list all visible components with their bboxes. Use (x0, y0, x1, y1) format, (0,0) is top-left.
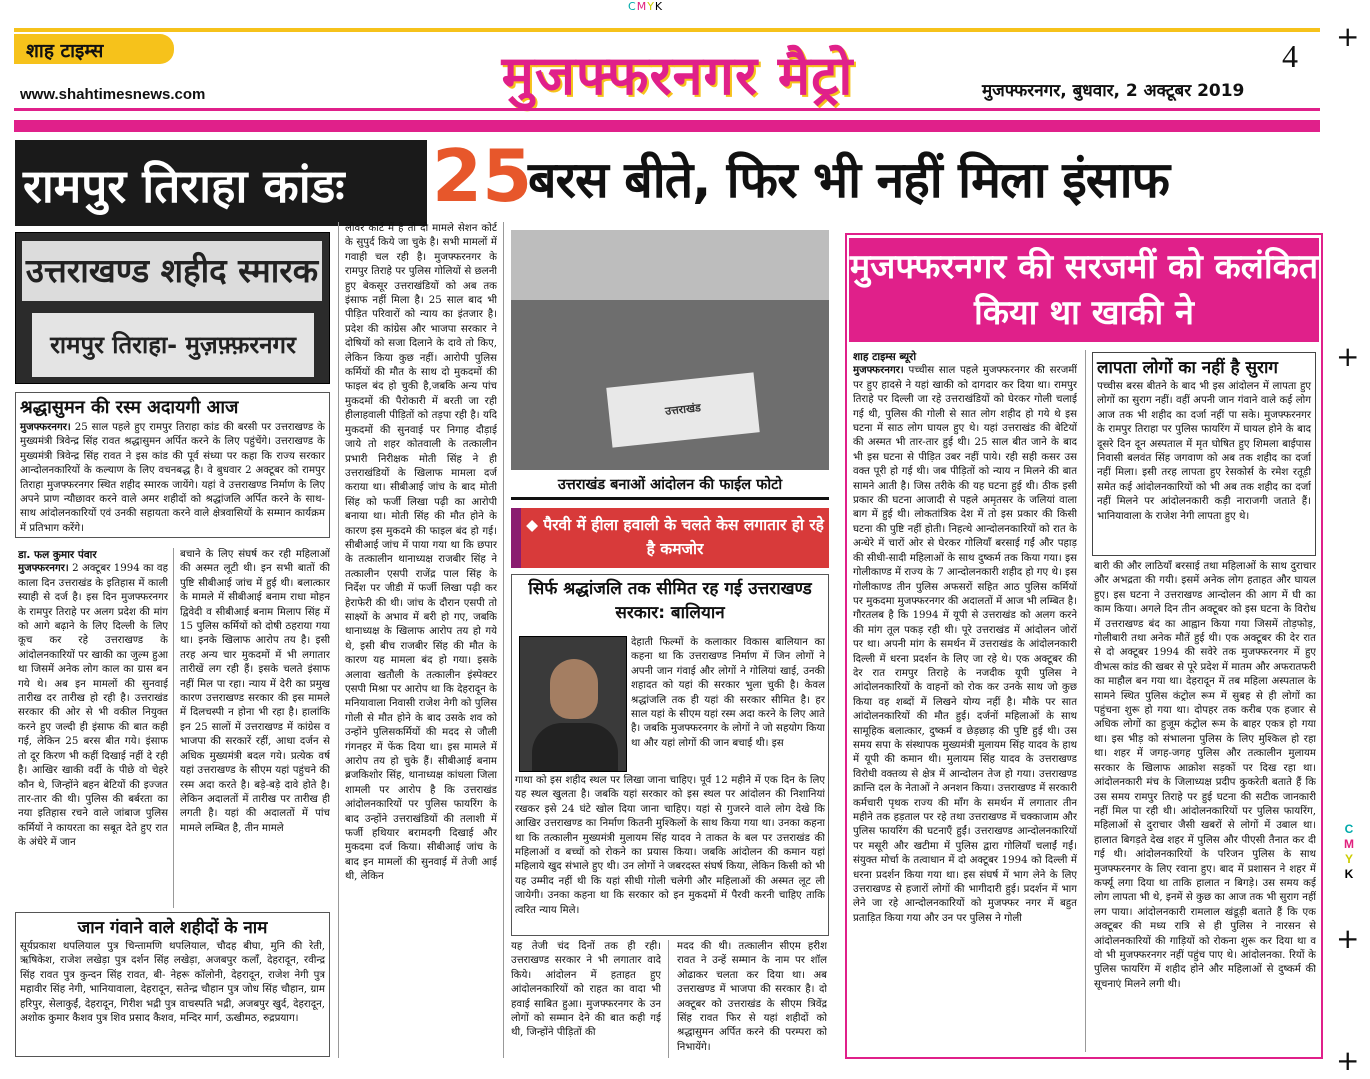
main-story-dateline: मुजफ्फरनगर। (18, 563, 69, 575)
memorial-board-line1: उत्तराखण्ड शहीद स्मारक (22, 241, 322, 301)
website-link[interactable]: www.shahtimesnews.com (20, 86, 206, 103)
masthead-dateline: मुजफ्फरनगर, बुधवार, 2 अक्टूबर 2019 (982, 81, 1245, 101)
portrait-shirt (532, 723, 618, 772)
cmyk-strip (628, 0, 663, 13)
weak-case-text: पैरवी में हीला हवाली के चलते केस लगातार हो रहे है कमजोर (543, 516, 824, 558)
registration-cross-icon: + (1336, 20, 1360, 53)
baliyan-text-beside: देहाती फिल्मों के कलाकार विकास बालियान का कहना था कि उत्तराखण्ड निर्माण में जिन लोगों ने अपनी जान गंवाई और लोगों ने गोलियां खाई, उनकी शहादत को यहां की सरकार भुला चुकी है। केवल श्रद्धांजलि तक ही यहां की सरकार सीमित है। हर साल यहां के सीएम यहां रस्म अदा करने के लिए आते है। जबकि मुजफ्फरनगर के लोगों ने जो सहयोग किया था और यहां लोगों की जान बचाई थी। इस (631, 637, 825, 749)
main-story-col-d: यह तेजी चंद दिनों तक ही रही। उत्तराखण्ड सरकार ने भी लगातार वादे किये। आंदोलन में हताहत हुए आंदोलनकारियों को राहत का वादा भी हवाई साबित हुआ। मुजफ्फरनगर के उन लोगों को सम्मान देने की बात कही गई थी, जिन्होंने पीड़ितों की (511, 941, 661, 1039)
main-story-col-a (18, 548, 168, 908)
cmyk-c: C (628, 0, 637, 13)
missing-text: पच्चीस बरस बीतने के बाद भी इस आंदोलन में लापता हुए लोगों का सुराग नहीं। वहीं अपनी जान गंवाने वाले कई लोग आज तक भी शहीद का दर्जा नहीं पा सके। मुजफ्फरनगर के रामपुर तिराहा पर पुलिस फायरिंग में घायल होने के बाद दूसरे दिन दून अस्पताल में मृत घोषित हुए शिमला बाईपास निवासी बलवंत सिंह जगवाण को अब तक शहीद का दर्जा नहीं मिला। इसी तरह लापता हुए रेसकोर्स के रमेश रतूड़ी समेत कई आंदोलनकारियों को भी अब तक शहीद का दर्जा नहीं मिलने पर आंदोलनकारी कड़ी नाराजगी जताते हैं। भानियावाला के राजेश नेगी लापता हुए थे। (1097, 381, 1311, 522)
right-story-headline: मुजफ्फरनगर की सरजमीं को कलंकित किया था खाकी ने (849, 238, 1319, 342)
main-story-byline: डा. फल कुमार पंवार (18, 549, 97, 561)
martyrs-headline: जान गंवाने वाले शहीदों के नाम (77, 918, 268, 938)
right-story-dateline: मुजफ्फरनगर। (853, 365, 904, 377)
column-divider (338, 222, 339, 1058)
registration-cross-icon: + (1336, 922, 1360, 955)
cmyk-side-strip (1344, 822, 1354, 882)
cmyk-m: M (636, 0, 648, 13)
protest-sign: उत्तराखंड (606, 372, 759, 447)
tribute-headline: श्रद्धासुमन की रस्म अदायगी आज (20, 397, 239, 418)
headline-number: 25 (432, 134, 533, 218)
photo-caption: उत्तराखंड बनाओं आंदोलन की फाईल फोटो (511, 470, 829, 500)
cmyk-k: K (1344, 867, 1354, 881)
right-story-text-f: पच्चीस साल पहले मुजफ्फरनगर की सरजमीं पर हुए हादसे ने यहां खाकी को दागदार कर दिया था। रामपुर तिराहे पर दिल्ली जा रहे उत्तराखंडियों को घेरकर गोली चलाई गई थी, पुलिस की गोली से सात लोग शहीद हो गये थे इस घटना में साठ लोग घायल हुए थे। यहां उत्तराखंड की बेटियों की अस्मत भी तार-तार हुई थी। 25 साल बीत जाने के बाद भी इस घटना से पीड़ित उबर नहीं पाये। रही सही कसर उस वक्त पूरी हो गई थी। जब पीड़ितों को न्याय न मिलने की बात सामने आती है। जिस तरीके की यह घटना हुई थी। ठीक इसी प्रकार की घटना आजादी से पहले अमृतसर के जलियां वाला बाग में हुई थी। लोकतांत्रिक देश में तो इस प्रकार की किसी घटना की पुष्टि नहीं होती। निहत्थे आन्दोलनकारियों को रात के अन्धेरे में चारों ओर से घेरकर गोलियाँ बरसाई गईं और पहाड़ की सीधी-सादी महिलाओं के साथ दुष्कर्म तक किया गया। इस गोलीकाण्ड में राज्य के 7 आन्दोलनकारी शहीद हो गए थे। इस गोलीकाण्ड तीन पुलिस अफसरों सहित आठ पुलिस कर्मियों पर मुकदमा मुजफ्फरनगर की अदालतों में आज भी लम्बित है। गौरतलब है कि 1994 में यूपी से उत्तराखंड को अलग करने की मांग तूल पकड़ रही थी। पूरे उत्तराखंड में आंदोलन जोरों पर था। अपनी मांग के समर्थन में उत्तराखंड के आंदोलनकारी दिल्ली में धरना प्रदर्शन के लिए जा रहे थे। एक अक्टूबर की देर रात रामपुर तिराहे के नजदीक यूपी पुलिस ने आंदोलनकारियों के वाहनों को रोक कर उनके साथ जो कुछ किया वह शब्दों में लिखने योग्य नहीं है। मौके पर सात आंदोलनकारियों की मौत हुई। दर्जनों महिलाओं के साथ सामूहिक बलात्कार, दुष्कर्म व छेड़छाड़ की पुष्टि हुई थी। उस समय सपा के संस्थापक मुख्यमंत्री मुलायम सिंह यादव के हाथ में यूपी की कमान थी। मुलायम सिंह यादव के उत्तराखण्ड विरोधी वक्तव्य से क्षेत्र में आन्दोलन तेज हो गया। उत्तराखण्ड क्रान्ति दल के नेताओं ने अनशन किया। उत्तराखण्ड में सरकारी कर्मचारी पृथक राज्य की माँग के समर्थन में लगातार तीन महीने तक हड़ताल पर रहे तथा उत्तराखण्ड में चक्काजाम और पुलिस फायरिंग की घटनाएँ हुईं। उत्तराखण्ड आन्दोलनकारियों पर मसूरी और खटीमा में पुलिस द्वारा गोलियाँ चलाईं गईं। संयुक्त मोर्चा के तत्वाधान में दो अक्टूबर 1994 को दिल्ली में धरना प्रदर्शन किया गया था। इस संघर्ष में भाग लेने के लिए उत्तराखण्ड से हजारों लोगों की भागीदारी हुई। प्रदर्शन में भाग लेने जा रहे आन्दोलनकारियों को मुजफ्फर नगर में बहुत प्रताड़ित किया गया और उन पर पुलिस ने गोली (853, 365, 1077, 924)
memorial-photo (15, 232, 330, 384)
masthead-rule-thick (14, 120, 1320, 132)
right-story-byline: शाह टाइम्स ब्यूरो (853, 351, 917, 363)
tribute-story (15, 392, 330, 538)
column-divider (1085, 350, 1086, 1052)
protest-photo (511, 230, 829, 470)
paper-name-badge: शाह टाइम्स (14, 34, 174, 64)
missing-headline: लापता लोगों का नहीं है सुराग (1097, 358, 1278, 378)
martyrs-text: सूर्यप्रकाश थपलियाल पुत्र चिन्तामणि थपलियाल, चौदह बीघा, मुनि की रेती, ऋषिकेश, राजेश लखेड़ा पुत्र दर्शन सिंह लखेड़ा, अजबपुर कलाँ, देहरादून, रवीन्द्र सिंह रावत पुत्र कुन्दन सिंह रावत, बी- नेहरू कॉलोनी, देहरादून, राजेश नेगी पुत्र महावीर सिंह नेगी, भानियावाला, देहरादून, सतेन्द्र चौहान पुत्र जोध सिंह चौहान, ग्राम हरिपुर, सेलाकुईं, देहरादून, गिरीश भद्री पुत्र वाचस्पति भद्री, अजबपुर खुर्द, देहरादून, अशोक कुमार कैशव पुत्र शिव प्रसाद कैशव, मन्दिर मार्ग, ऊखीमठ, रुद्रप्रयाग। (20, 941, 325, 1025)
masthead-top-rule (14, 28, 1320, 32)
diamond-bullet-icon: ◆ (526, 516, 538, 534)
main-story-col-b: बचाने के लिए संघर्ष कर रही महिलाओं की अस्मत लूटी थी। इन सभी बातों की पुष्टि सीबीआई जांच में हुई थी। बलात्कार के मामले में सीबीआई बनाम राधा मोहन द्विवेदी व सीबीआई बनाम मिलाप सिंह में 15 पुलिस कर्मियों को दोषी ठहराया गया था। इनके खिलाफ आरोप तय है। इसी तरह अन्य चार मुकदमों में भी लगातार तारीखें लग रही हैं। इसके चलते इंसाफ नहीं मिल पा रहा। न्याय में देरी का प्रमुख कारण उत्तराखण्ड सरकार की इस मामले में दिलचस्पी न होना भी रहा है। हालांकि इन 25 सालों में उत्तराखण्ड में कांग्रेस व भाजपा की सरकारें रहीं, आधा दर्जन से अधिक मुख्यमंत्री बदल गये। प्रत्येक वर्ष यहां उत्तराखण्ड के सीएम यहां पहुंचने की रस्म अदा करते है। बड़े-बड़े दावे होते है। लेकिन अदालतों में तारीख पर तारीख ही लगती है। यहां की अदालतों में पांच मामले लम्बित है, तीन मामले (180, 549, 330, 834)
column-divider (668, 940, 669, 1058)
portrait-face (550, 659, 598, 719)
baliyan-portrait (519, 636, 627, 772)
main-story-col-e: मदद की थी। तत्कालीन सीएम हरीश रावत ने उन्हें सम्मान के नाम पर शॉल ओढाकर चलता कर दिया था। अब उत्तराखण्ड में भाजपा की सरकार है। दो अक्टूबर को उत्तराखंड के सीएम त्रिवेंद्र सिंह रावत फिर से यहां शहीदों को श्रद्धासुमन अर्पित करने की परम्परा को निभायेंगे। (677, 941, 827, 1053)
right-story-col-f (853, 350, 1077, 1052)
cmyk-y: Y (1344, 852, 1353, 866)
tribute-text: 25 साल पहले हुए रामपुर तिराहा कांड की बरसी पर उत्तराखण्ड के मुख्यमंत्री त्रिवेन्द्र सिंह रावत श्रद्धासुमन अर्पित करने के लिए पहुंचेंगे। उत्तराखण्ड के मुख्यमंत्री त्रिवेन्द्र सिंह रावत ने इस कांड की पूर्व संध्या पर कहा कि राज्य सरकार आन्दोलनकारियों के कल्याण के लिए वचनबद्ध है। वे बुधवार 2 अक्टूबर को रामपुर तिराहा मुजफ्फरनगर स्थित शहीद स्मारक जायेंगे। यहां वे उत्तराखण्ड निर्माण के लिए अपने प्राण न्यौछावर करने वाले अमर शहीदों को श्रद्धांजलि अर्पित करने के साथ-साथ आंदोलनकारियों एवं उनकी सहायता करने वाले क्षेत्रवासियों के सम्मान कार्यक्रम में प्रतिभाग करेंगे। (20, 422, 325, 534)
martyrs-box (15, 912, 330, 1057)
headline-rest: बरस बीते, फिर भी नहीं मिला इंसाफ (528, 151, 1170, 209)
column-divider (503, 222, 504, 1058)
memorial-board-line2: रामपुर तिराहा- मुज़फ़्फ़रनगर (32, 313, 314, 377)
missing-people-box (1092, 352, 1316, 556)
masthead-title: मुजफ्फरनगर मैट्रो (501, 44, 854, 107)
headline-black-box: रामपुर तिराहा कांडः (15, 140, 427, 226)
cmyk-y: Y (647, 0, 655, 13)
weak-case-banner (511, 508, 829, 568)
registration-cross-icon: + (1336, 340, 1360, 373)
cmyk-m: M (1344, 837, 1354, 851)
column-divider (173, 548, 174, 908)
tribute-dateline: मुजफ्फरनगर। (20, 422, 71, 433)
cmyk-c: C (1344, 822, 1354, 836)
baliyan-headline: सिर्फ श्रद्धांजलि तक सीमित रह गई उत्तराखण्ड सरकार: बालियान (528, 579, 812, 623)
main-story-text-a: 2 अक्टूबर 1994 का वह काला दिन उत्तराखंड के इतिहास में काली स्याही से दर्ज है। इस दिन मुजफ्फरनगर के रामपुर तिराहे पर अलग प्रदेश की मांग को आगे बढ़ाने के लिए दिल्ली के लिए कूच कर रहे उत्तराखण्ड के आंदोलनकारियों पर खाकी का जुल्म हुआ था जिसमें अनेक लोग काल का ग्रास बन गये थे। अब इन मामलों की सुनवाई तारीख दर तारीख हो रही है। उत्तराखंड सरकार की ओर से भी वकील नियुक्त करने हुए जल्दी ही इंसाफ की बात कही गई, लेकिन 25 बरस बीत गये। इंसाफ तो दूर किरण भी कहीं दिखाई नहीं दे रही है। आखिर खाकी वर्दी के पीछे वो चेहरे कौन थे, जिन्होंने बहन बेटियों की इज्जत तार-तार की थी। पुलिस की बर्बरता का नया इतिहास रचने वाले जांबाज पुलिस कर्मियों ने कायरता का सबूत देते हुए रात के अंधेरे में जान (18, 563, 168, 849)
masthead-rule-thin (14, 108, 1320, 111)
page-number: 4 (1282, 38, 1298, 74)
cmyk-k: K (654, 0, 664, 13)
photo-background (511, 230, 829, 310)
baliyan-text-below: गाथा को इस शहीद स्थल पर लिखा जाना चाहिए। पूर्व 12 महीने में एक दिन के लिए यह स्थल खुलता है। जबकि यहां सरकार को इस स्थल पर आंदोलन की निशानियां रखकर इसे 24 घंटे खोल दिया जाना चाहिए। यहां से गुजरने वाले लोग देखे कि आखिर उत्तराखण्ड का निर्माण कितनी मुश्किलों के साथ किया गया था। उनका कहना था कि तत्कालीन मुख्यमंत्री मुलायम सिंह यादव ने ताकत के बल पर उत्तराखंड की महिलाओं व बच्चों को रोकने का प्रयास किया। जबकि आंदोलन की कमान यहां महिलाये खुद संभाले हुए थी। उन लोगों ने जबरदस्त संघर्ष किया, लेकिन किसी को भी यह उम्मीद नहीं थी कि यहां सीधी गोली चलेगी और महिलाओं की अस्मत लूट ली जायेगी। उनका कहना था कि सरकार को इन मुकदमों में पैरवी करनी चाहिए ताकि त्वरित न्याय मिले। (515, 775, 825, 916)
registration-cross-icon: + (1336, 1044, 1360, 1077)
right-story-col-g: बारी की और लाठियाँ बरसाई तथा महिलाओं के साथ दुराचार और अभद्रता की गयी। इसमें अनेक लोग हताहत और घायल हुए। इस घटना ने उत्तराखण्ड आन्दोलन की आग में घी का काम किया। अगले दिन तीन अक्टूबर को इस घटना के विरोध में उत्तराखण्ड बंद का आह्वान किया गया जिसमें तोड़फोड़, गोलीबारी तथा अनेक मौतें हुई थी। एक अक्टूबर की देर रात से दो अक्टूबर 1994 की सवेरे तक मुजफ्फरनगर में हुए वीभत्स कांड की खबर से पूरे प्रदेश में मातम और अफरातफरी का माहौल बन गया था। देहरादून में तब महिला अस्पताल के सामने स्थित पुलिस कंट्रोल रूम में सुबह से ही लोगों का पहुंचना शुरू हो गया था। दोपहर तक करीब एक हजार से अधिक लोगों का हुजूम कंट्रोल रूम के बाहर एकत्र हो गया था। इस भीड़ को संभालना पुलिस के लिए मुश्किल हो रहा था। शहर में जगह-जगह पुलिस और तत्कालीन मुलायम सरकार के खिलाफ आक्रोश सड़कों पर दिख रहा था। आंदोलनकारी मंच के जिलाध्यक्ष प्रदीप कुकरेती बताते हैं कि उस समय रामपुर तिराहे पर हुई घटना की सटीक जानकारी नहीं मिल पा रही थी। आंदोलनकारियों पर पुलिस फायरिंग, महिलाओं से दुराचार जैसी खबरों से लोगों में उबाल था। हालात बिगड़ते देख शहर में पुलिस और पीएसी तैनात कर दी गई थी। आंदोलनकारियों के परिजन पुलिस के साथ मुजफ्फरनगर के लिए रवाना हुए। बाद में प्रशासन ने शहर में कर्फ्यू लगा दिया था ताकि हालात न बिगड़े। उस समय कई लोग लापता भी थे, इनमें से कुछ का आज तक भी सुराग नहीं लग पाया। आंदोलनकारी रामलाल खंडूड़ी बताते हैं कि एक अक्टूबर की मध्य रात्रि से ही पुलिस ने नारसन से आंदोलनकारियों की गाड़ियों को रोकना शुरू कर दिया था व वो भी मुजफ्फरनगर नहीं पहुंच पाए थे। आंदोलनका. रियों के पुलिस फायरिंग में शहीद होने और महिलाओं से दुष्कर्म की सूचनाएं मिलने लगी थी। (1094, 561, 1316, 990)
main-story-col-c: लोवर कोर्ट में है तो दो मामले सेशन कोर्ट के सुपुर्द किये जा चुके है। सभी मामलों में गवाही चल रही है। मुजफ्फरनगर के रामपुर तिराहे पर पुलिस गोलियों से छलनी हुए बेकसूर उत्तराखंडियों को अब तक इंसाफ नहीं मिला है। 25 साल बाद भी पीड़ित परिवारों को न्याय का इंतजार है। प्रदेश की कांग्रेस और भाजपा सरकार ने दोषियों को सजा दिलाने के दावे तो किए, लेकिन किया कुछ नहीं। आरोपी पुलिस कर्मियों की मौत के साथ दो मुकदमों की फाइल बंद हो चुकी है,जबकि अन्य पांच मुकदमों की पैरोकारी में बरती जा रही हीलाहवाली पीड़ितों को तड़पा रही है। यदि मुकदमों की सुनवाई पर निगाह दौड़ाई जाये तो शहर कोतवाली के तत्कालीन प्रभारी निरीक्षक मोती सिंह ने ही उत्तराखंडियों के खिलाफ मामला दर्ज कराया था। सीबीआई जांच के बाद मोती सिंह को फर्जी लिखा पढ़ी का आरोपी बनाया था। मोती सिंह की मौत होने के कारण इस मुकदमे की फाइल बंद हो गई। सीबीआई जांच में पाया गया था कि छपार के तत्कालीन थानाध्यक्ष राजबीर सिंह ने तत्कालीन एसपी राजेंद्र पाल सिंह के निर्देश पर जीडी में फर्जी लिखा पढ़ी कर हेराफेरी की थी। जांच के दौरान एसपी तो साक्ष्यों के अभाव में बरी हो गए, जबकि थानाध्यक्ष के खिलाफ आरोप तय हो गये थे, इसी बीच राजबीर सिंह की मौत के कारण यह मामला बंद हो गया। इसके अलावा खतौली के तत्कालीन इंस्पेक्टर एसपी मिश्रा पर आरोप था कि देहरादून के मनियावाला निवासी राजेश नेगी को पुलिस गोली से मौत होने के बाद उसके शव को उन्होंने पुलिसकर्मियों की मदद से जौली गंगनहर में फेंक दिया था। इस मामले में आरोप तय हो चुके हैं। सीबीआई बनाम ब्रजकिशोर सिंह, थानाध्यक्ष कांधला जिला शामली पर आरोप है कि उत्तराखंड आंदोलनकारियों पर पुलिस फायरिंग के बाद उन्होंने उत्तराखंडियों की तलाशी में फर्जी हथियार बरामदगी दिखाई और मुकदमा दर्ज किया। सीबीआई जांच के बाद इन मामलों की सुनवाई में तेजी आई थी, लेकिन (345, 223, 497, 883)
